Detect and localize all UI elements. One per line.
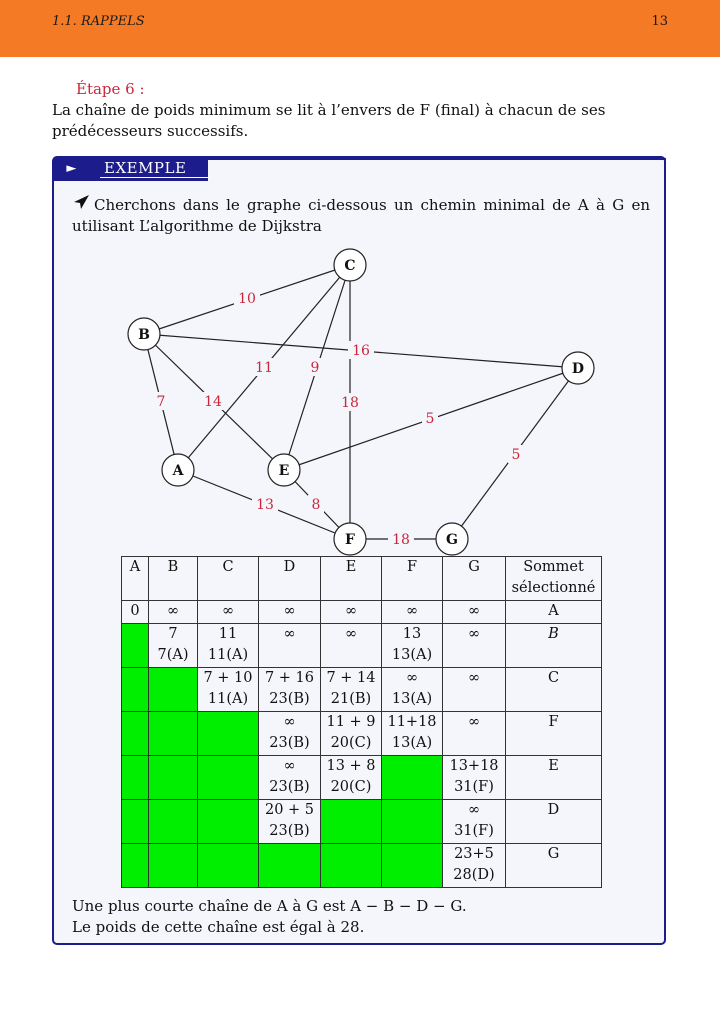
table-cell <box>198 712 259 756</box>
weight-ec: 9 <box>310 360 320 376</box>
weight-ef: 8 <box>311 497 321 513</box>
conclusion-path: Une plus courte chaîne de A à G est A − B − D − G. <box>72 897 467 915</box>
weight-ac: 11 <box>255 360 273 376</box>
table-cell: ∞ <box>321 624 382 668</box>
table-header-cell: D <box>259 557 321 601</box>
table-cell: ∞ 13(A) <box>382 668 443 712</box>
table-row <box>122 756 602 800</box>
table-cell: ∞ <box>443 668 506 712</box>
table-header-row <box>122 557 602 601</box>
page-number: 13 <box>651 14 668 29</box>
table-cell <box>198 800 259 844</box>
step-label: Étape 6 : <box>76 80 145 98</box>
table-cell: ∞ <box>198 601 259 624</box>
table-cell: ∞ 23(B) <box>259 712 321 756</box>
table-cell: ∞ <box>443 601 506 624</box>
weight-bc: 10 <box>238 291 256 307</box>
table-cell: 13 13(A) <box>382 624 443 668</box>
dijkstra-table <box>121 556 602 888</box>
table-cell: C <box>506 668 602 712</box>
table-cell: 0 <box>122 601 149 624</box>
example-title: EXEMPLE <box>104 159 187 177</box>
conclusion <box>72 896 467 938</box>
table-header-cell: A <box>122 557 149 601</box>
table-row <box>122 844 602 888</box>
table-cell: 11+18 13(A) <box>382 712 443 756</box>
table-cell: 23+5 28(D) <box>443 844 506 888</box>
table-cell <box>321 844 382 888</box>
table-cell: ∞ <box>443 712 506 756</box>
table-cell: A <box>506 601 602 624</box>
dijkstra-graph <box>54 158 666 558</box>
table-cell: B <box>506 624 602 668</box>
table-header-cell: C <box>198 557 259 601</box>
table-cell: ∞ <box>259 601 321 624</box>
table-cell <box>321 800 382 844</box>
section-title: 1.1. RAPPELS <box>52 14 145 29</box>
table-row <box>122 624 602 668</box>
table-row <box>122 601 602 624</box>
weight-dg: 5 <box>511 447 521 463</box>
table-cell <box>122 712 149 756</box>
table-cell: D <box>506 800 602 844</box>
table-cell: 11 + 9 20(C) <box>321 712 382 756</box>
table-cell <box>122 756 149 800</box>
table-row <box>122 668 602 712</box>
table-cell: ∞ <box>259 624 321 668</box>
table-row <box>122 712 602 756</box>
example-box <box>52 156 666 945</box>
node-d: D <box>571 361 585 377</box>
step-text: La chaîne de poids minimum se lit à l’envers de F (final) à chacun de ses prédécesseurs successifs. <box>52 101 606 140</box>
table-header-cell: G <box>443 557 506 601</box>
table-cell <box>149 756 198 800</box>
table-header-cell: F <box>382 557 443 601</box>
table-row <box>122 800 602 844</box>
node-e: E <box>278 463 290 479</box>
table-cell: 7 + 14 21(B) <box>321 668 382 712</box>
table-cell <box>382 756 443 800</box>
table-cell <box>198 844 259 888</box>
table-cell <box>149 800 198 844</box>
table-cell: 7 7(A) <box>149 624 198 668</box>
table-cell: ∞ <box>149 601 198 624</box>
weight-af: 13 <box>256 497 274 513</box>
table-cell: F <box>506 712 602 756</box>
table-cell: G <box>506 844 602 888</box>
table-cell: ∞ 31(F) <box>443 800 506 844</box>
table-cell: ∞ 23(B) <box>259 756 321 800</box>
table-cell <box>122 624 149 668</box>
weight-cf: 18 <box>341 395 359 411</box>
weight-ab: 7 <box>156 394 166 410</box>
table-cell <box>149 668 198 712</box>
table-cell <box>149 844 198 888</box>
table-cell <box>149 712 198 756</box>
table-cell: E <box>506 756 602 800</box>
table-header-cell: E <box>321 557 382 601</box>
weight-ed: 5 <box>425 411 435 427</box>
table-cell: 13 + 8 20(C) <box>321 756 382 800</box>
triangle-icon: ► <box>54 161 77 176</box>
table-cell <box>382 844 443 888</box>
intro-text: Cherchons dans le graphe ci-dessous un chemin minimal de A à G en utilisant L’algorithme de Dijkstra <box>72 196 650 235</box>
table-cell: ∞ <box>382 601 443 624</box>
weight-be: 14 <box>204 394 222 410</box>
table-cell: ∞ <box>443 624 506 668</box>
table-cell <box>198 756 259 800</box>
table-cell: 7 + 10 11(A) <box>198 668 259 712</box>
table-cell <box>122 844 149 888</box>
table-cell <box>122 668 149 712</box>
node-a: A <box>172 463 184 479</box>
conclusion-weight: Le poids de cette chaîne est égal à 28. <box>72 918 365 936</box>
table-cell: 7 + 16 23(B) <box>259 668 321 712</box>
table-cell: 20 + 5 23(B) <box>259 800 321 844</box>
table-cell: ∞ <box>321 601 382 624</box>
table-cell <box>122 800 149 844</box>
table-cell <box>382 800 443 844</box>
weight-bd: 16 <box>352 343 370 359</box>
node-b: B <box>138 327 150 343</box>
node-g: G <box>446 532 458 548</box>
table-header-cell: Sommet sélectionné <box>506 557 602 601</box>
table-cell <box>259 844 321 888</box>
table-cell: 13+18 31(F) <box>443 756 506 800</box>
node-c: C <box>344 258 356 274</box>
table-header-cell: B <box>149 557 198 601</box>
node-f: F <box>345 532 355 548</box>
page-header <box>0 0 720 57</box>
table-cell: 11 11(A) <box>198 624 259 668</box>
weight-fg: 18 <box>392 532 410 548</box>
